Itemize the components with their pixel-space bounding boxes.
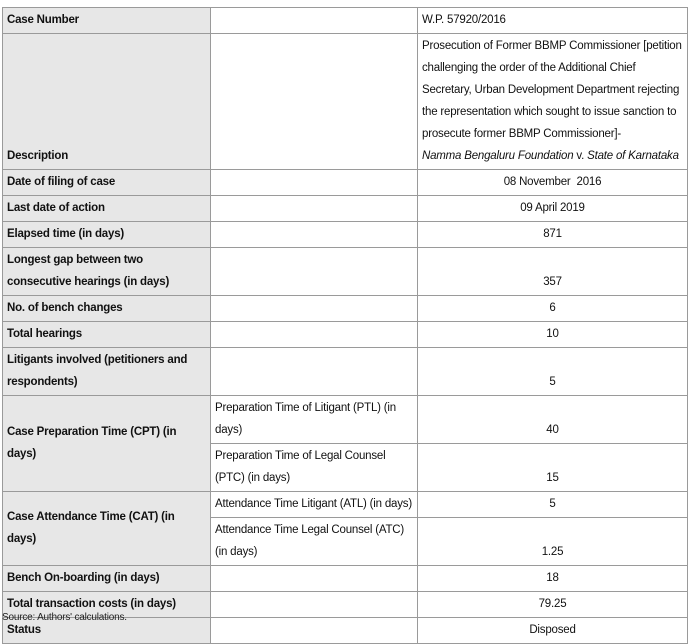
- table-row: [3, 296, 688, 322]
- transaction-costs-label: Total transaction costs (in days): [3, 592, 211, 618]
- elapsed-value: 871: [418, 222, 688, 248]
- empty-cell: [211, 196, 418, 222]
- table-row: [3, 322, 688, 348]
- empty-cell: [211, 34, 418, 170]
- table-row: [3, 566, 688, 592]
- description-label: Description: [3, 34, 211, 170]
- case-number-value: W.P. 57920/2016: [418, 8, 688, 34]
- status-value: Disposed: [418, 618, 688, 644]
- transaction-costs-value: 79.25: [418, 592, 688, 618]
- empty-cell: [211, 618, 418, 644]
- last-date-value: 09 April 2019: [418, 196, 688, 222]
- atl-label: Attendance Time Litigant (ATL) (in days): [211, 492, 418, 518]
- empty-cell: [211, 348, 418, 396]
- date-filing-label: Date of filing of case: [3, 170, 211, 196]
- total-hearings-value: 10: [418, 322, 688, 348]
- empty-cell: [211, 222, 418, 248]
- description-text: Prosecution of Former BBMP Commissioner [petition challenging the order of the Additional Chief Secretary, Urban Development Department rejecting the representation which sought to issue sanction to prosecute former BBMP Commissioner]-: [422, 40, 682, 140]
- cpt-label: Case Preparation Time (CPT) (in days): [3, 396, 211, 492]
- bench-onboarding-value: 18: [418, 566, 688, 592]
- versus-text: v.: [576, 150, 585, 162]
- date-filing-value: 08 November 2016: [418, 170, 688, 196]
- elapsed-label: Elapsed time (in days): [3, 222, 211, 248]
- atc-value: 1.25: [418, 518, 688, 566]
- cat-label: Case Attendance Time (CAT) (in days): [3, 492, 211, 566]
- ptl-value: 40: [418, 396, 688, 444]
- total-hearings-label: Total hearings: [3, 322, 211, 348]
- case-details-table: [2, 7, 688, 644]
- table-row: [3, 396, 688, 444]
- bench-onboarding-label: Bench On-boarding (in days): [3, 566, 211, 592]
- litigants-value: 5: [418, 348, 688, 396]
- source-note: Source: Authors' calculations.: [2, 612, 127, 623]
- empty-cell: [211, 322, 418, 348]
- table-row: [3, 196, 688, 222]
- litigants-label: Litigants involved (petitioners and respondents): [3, 348, 211, 396]
- bench-changes-label: No. of bench changes: [3, 296, 211, 322]
- empty-cell: [211, 248, 418, 296]
- last-date-label: Last date of action: [3, 196, 211, 222]
- empty-cell: [211, 566, 418, 592]
- bench-changes-value: 6: [418, 296, 688, 322]
- longest-gap-value: 357: [418, 248, 688, 296]
- table-row: [3, 34, 688, 170]
- ptl-label: Preparation Time of Litigant (PTL) (in days): [211, 396, 418, 444]
- table-row: [3, 170, 688, 196]
- description-value: [418, 34, 688, 170]
- empty-cell: [211, 170, 418, 196]
- atl-value: 5: [418, 492, 688, 518]
- ptc-label: Preparation Time of Legal Counsel (PTC) (in days): [211, 444, 418, 492]
- case-number-label: Case Number: [3, 8, 211, 34]
- table-row: [3, 348, 688, 396]
- atc-label: Attendance Time Legal Counsel (ATC) (in days): [211, 518, 418, 566]
- table-row: [3, 492, 688, 518]
- table-row: [3, 8, 688, 34]
- empty-cell: [211, 592, 418, 618]
- empty-cell: [211, 8, 418, 34]
- table-row: [3, 248, 688, 296]
- table-row: [3, 222, 688, 248]
- ptc-value: 15: [418, 444, 688, 492]
- respondent-name: State of Karnataka: [587, 150, 679, 162]
- longest-gap-label: Longest gap between two consecutive hearings (in days): [3, 248, 211, 296]
- empty-cell: [211, 296, 418, 322]
- petitioner-name: Namma Bengaluru Foundation: [422, 150, 574, 162]
- status-label: Status: [3, 618, 211, 644]
